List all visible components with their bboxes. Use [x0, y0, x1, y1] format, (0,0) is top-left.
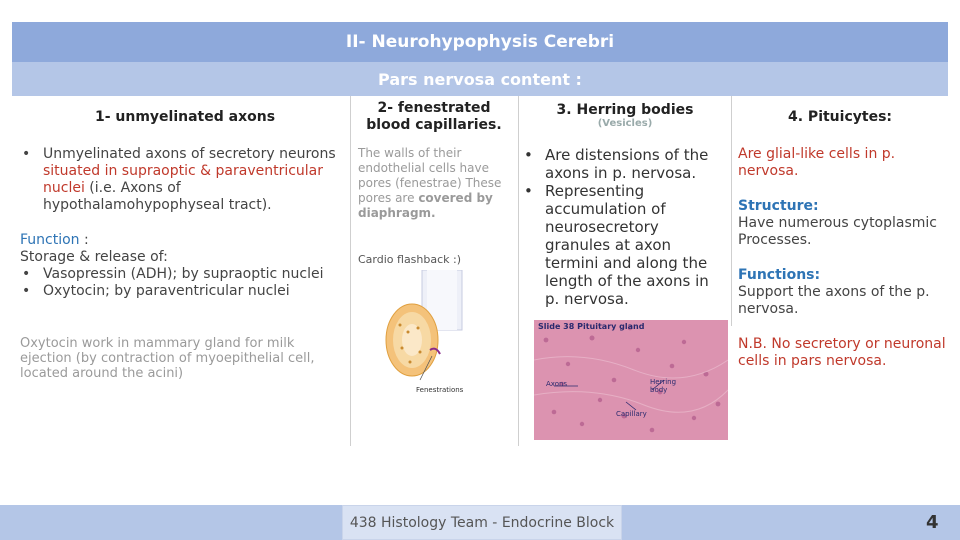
- herring-heading-text: 3. Herring bodies: [556, 102, 694, 118]
- capillaries-heading: [358, 100, 510, 134]
- hormone-item: • Oxytocin; by paraventricular nuclei: [20, 283, 342, 300]
- pituitary-micrograph: [534, 320, 728, 440]
- axons-bullet-end: (i.e. Axons of hypothalamohypophyseal tract).: [43, 180, 272, 213]
- slide-title: [12, 22, 948, 62]
- herring-heading: [530, 102, 720, 129]
- axons-nuclei-highlight: situated in supraoptic & paraventricular nuclei: [43, 163, 324, 196]
- axons-heading-text: 1- unmyelinated axons: [94, 109, 276, 125]
- page-number: 4: [926, 512, 939, 533]
- capillaries-text: [358, 146, 516, 221]
- pituicytes-content: [738, 146, 948, 370]
- slide-title-label: Slide 38 Pituitary gland: [538, 322, 645, 331]
- axons-heading: [60, 109, 310, 125]
- function-line: [20, 232, 342, 249]
- slide-title-text: II- Neurohypophysis Cerebri: [345, 32, 615, 52]
- functions-text: Support the axons of the p. nervosa.: [738, 284, 930, 317]
- axons-label: Axons: [546, 380, 568, 388]
- structure-label: Structure:: [738, 198, 819, 214]
- capillaries-text-main: The walls of their endothelial cells have pores (fenestrae) These pores are: [358, 146, 502, 205]
- pituicytes-description: Are glial-like cells in p. nervosa.: [738, 146, 896, 179]
- footer-team-text: 438 Histology Team - Endocrine Block: [349, 514, 615, 531]
- axons-bullet-text: Unmyelinated axons of secretory neurons: [43, 146, 336, 162]
- herring-item: • Are distensions of the axons in p. nervosa.: [522, 146, 726, 182]
- capillary-illustration: [380, 270, 500, 400]
- function-label: Function: [20, 232, 80, 248]
- pituicytes-heading: [760, 109, 920, 125]
- herring-subheading: (Vesicles): [597, 118, 653, 129]
- capillaries-heading-text: 2- fenestrated blood capillaries.: [366, 100, 502, 133]
- hormone-list: [20, 266, 342, 300]
- storage-line: Storage & release of:: [20, 249, 168, 265]
- hormone-item: • Vasopressin (ADH); by supraoptic nuclei: [20, 266, 342, 283]
- nb-note: N.B. No secretory or neuronal cells in pars nervosa.: [738, 336, 946, 369]
- function-colon: :: [79, 232, 89, 248]
- capillaries-text-bold: covered by diaphragm.: [358, 191, 493, 220]
- column-divider: [731, 96, 732, 326]
- pituicytes-heading-text: 4. Pituicytes:: [788, 109, 892, 125]
- axons-content: [20, 146, 342, 300]
- axons-bullets: [20, 146, 342, 214]
- column-divider: [350, 96, 351, 446]
- herring-list: [522, 146, 726, 308]
- oxytocin-note: Oxytocin work in mammary gland for milk ejection (by contraction of myoepithelial cell, located around the acini): [20, 336, 315, 381]
- column-divider: [518, 96, 519, 446]
- axons-description: [20, 146, 342, 214]
- slide-subtitle: [12, 62, 948, 96]
- capillary-label: Capillary: [616, 410, 647, 418]
- herring-body-label: Herring body: [650, 378, 677, 394]
- herring-content: [522, 146, 726, 308]
- footer-team: [342, 505, 622, 540]
- slide-subtitle-text: Pars nervosa content :: [378, 69, 582, 89]
- fenestrations-label: Fenestrations: [416, 386, 464, 394]
- herring-item: • Representing accumulation of neurosecretory granules at axon termini and along the length of the axons in p. nervosa.: [522, 182, 726, 308]
- structure-text: Have numerous cytoplasmic Processes.: [738, 215, 937, 248]
- cardio-flashback: Cardio flashback :): [358, 253, 462, 266]
- functions-label: Functions:: [738, 267, 821, 283]
